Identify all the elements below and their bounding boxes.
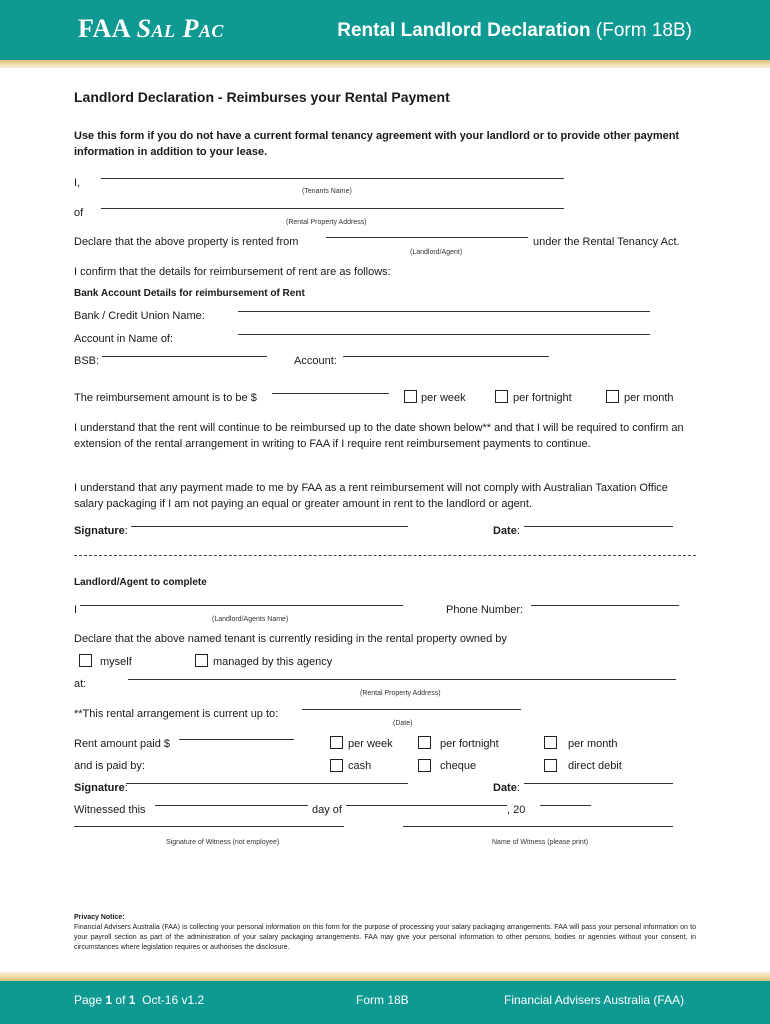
page-total: 1 <box>128 993 136 1007</box>
section-divider <box>74 555 696 556</box>
landlord-name-caption: (Landlord/Agents Name) <box>212 616 289 623</box>
document-title-form: (Form 18B) <box>595 20 692 41</box>
direct-debit-label: direct debit <box>568 760 622 772</box>
rented-from-label: Declare that the above property is rented from <box>74 236 299 248</box>
bank-name-label: Bank / Credit Union Name: <box>74 310 205 322</box>
per-week-label: per week <box>421 392 466 404</box>
myself-checkbox[interactable] <box>79 654 92 667</box>
tenant-signature-label: Signature <box>74 525 125 537</box>
landlord-signature-label: Signature <box>74 782 125 794</box>
landlord-heading: Landlord/Agent to complete <box>74 577 207 588</box>
bsb-label: BSB: <box>74 355 100 367</box>
per-month-checkbox[interactable] <box>606 390 619 403</box>
reimburse-paragraph: I understand that the rent will continue to be reimbursed up to the date shown below** and that I will be required to confirm an extension of the rental arrangement in writing to FAA if I require rent reimbursement payments to continue. <box>74 422 684 450</box>
bank-heading: Bank Account Details for reimbursement of Rent <box>74 288 305 299</box>
brand-main: FAA <box>78 14 130 43</box>
document-title-main: Rental Landlord Declaration <box>337 20 591 41</box>
tenant-name-caption: (Tenants Name) <box>302 188 352 195</box>
tenant-signature-field[interactable] <box>131 526 408 527</box>
privacy-title: Privacy Notice: <box>74 914 125 921</box>
page-of-word: of <box>115 993 126 1007</box>
witness-day-field[interactable] <box>155 805 308 806</box>
current-up-to-label: **This rental arrangement is current up to: <box>74 708 279 720</box>
agency-checkbox[interactable] <box>195 654 208 667</box>
landlord-i-label: I <box>74 604 78 616</box>
landlord-signature-field[interactable] <box>126 783 408 784</box>
footer-org-name: Financial Advisers Australia (FAA) <box>504 993 685 1007</box>
intro-text: Use this form if you do not have a current formal tenancy agreement with your landlord or to provide other payment information in addition to your lease. <box>74 130 680 158</box>
bsb-field[interactable] <box>102 356 267 357</box>
rented-from-suffix: under the Rental Tenancy Act. <box>533 236 680 248</box>
witness-month-field[interactable] <box>346 805 507 806</box>
tenant-of-label: of <box>74 207 84 219</box>
rent-amount-field[interactable] <box>179 739 294 740</box>
residing-text: Declare that the above named tenant is currently residing in the rental property owned by <box>74 633 507 645</box>
tenant-property-field[interactable] <box>101 208 564 209</box>
per-fortnight-label: per fortnight <box>513 392 572 404</box>
landlord-name-field[interactable] <box>80 605 403 606</box>
ll-per-fortnight-checkbox[interactable] <box>418 736 431 749</box>
page-indicator <box>74 993 204 1007</box>
per-week-checkbox[interactable] <box>404 390 417 403</box>
account-label: Account: <box>294 355 337 367</box>
phone-field[interactable] <box>531 605 679 606</box>
phone-label: Phone Number: <box>446 604 524 616</box>
account-name-label: Account in Name of: <box>74 333 174 345</box>
cheque-label: cheque <box>440 760 477 772</box>
landlord-property-caption: (Rental Property Address) <box>360 690 441 697</box>
footer-bar <box>0 981 770 1024</box>
year-prefix: , 20 <box>507 804 526 816</box>
day-of-label: day of <box>312 804 342 816</box>
landlord-date-field[interactable] <box>524 783 673 784</box>
ll-per-week-checkbox[interactable] <box>330 736 343 749</box>
tenant-property-caption: (Rental Property Address) <box>286 219 367 226</box>
ll-per-fortnight-label: per fortnight <box>440 738 499 750</box>
confirm-text: I confirm that the details for reimbursement of rent are as follows: <box>74 266 391 278</box>
tenant-date-field[interactable] <box>524 526 673 527</box>
landlord-caption: (Landlord/Agent) <box>410 249 463 256</box>
privacy-body: Financial Advisers Australia (FAA) is collecting your personal information on this form for the purpose of processing your salary packaging arrangements. FAA will pass your personal information on to your payroll section as part of the administration of your salary packaging arrangements. FAA may give your personal information to other persons, bodies or agencies without your consent, in circumstances where legislation requires or authorises the disclosure. <box>74 924 696 951</box>
page-word: Page <box>74 993 103 1007</box>
page-number: 1 <box>105 993 113 1007</box>
footer-gold-stripe <box>0 972 770 981</box>
landlord-date-label-wrap: Date: <box>493 782 520 794</box>
tenant-name-field[interactable] <box>101 178 564 179</box>
myself-label: myself <box>100 656 132 668</box>
per-fortnight-checkbox[interactable] <box>495 390 508 403</box>
page-heading: Landlord Declaration - Reimburses your Rental Payment <box>74 89 450 105</box>
paid-by-label: and is paid by: <box>74 760 145 772</box>
header-bar <box>0 0 770 60</box>
tenant-i-label: I, <box>74 177 81 189</box>
witness-name-field[interactable] <box>403 826 673 827</box>
landlord-property-field[interactable] <box>128 679 676 680</box>
brand-logo <box>78 14 224 44</box>
account-field[interactable] <box>343 356 549 357</box>
ll-per-week-label: per week <box>348 738 393 750</box>
witness-year-field[interactable] <box>540 805 591 806</box>
footer-form-number: Form 18B <box>356 993 409 1007</box>
cash-label: cash <box>348 760 372 772</box>
bank-name-field[interactable] <box>238 311 650 312</box>
landlord-date-label: Date <box>493 782 517 794</box>
direct-debit-checkbox[interactable] <box>544 759 557 772</box>
landlord-signature-label-wrap: Signature: <box>74 782 128 794</box>
ll-per-month-checkbox[interactable] <box>544 736 557 749</box>
current-date-caption: (Date) <box>393 720 413 727</box>
rent-amount-label: Rent amount paid $ <box>74 738 171 750</box>
amount-field[interactable] <box>272 393 389 394</box>
header-gold-stripe <box>0 60 770 68</box>
cheque-checkbox[interactable] <box>418 759 431 772</box>
tenant-date-label-wrap: Date: <box>493 525 520 537</box>
version-text: Oct-16 v1.2 <box>142 993 205 1007</box>
ato-paragraph: I understand that any payment made to me by FAA as a rent reimbursement will not comply with Australian Taxation Office salary packaging if I am not paying an equal or greater amount in rent to the landlord or agent. <box>74 482 668 510</box>
landlord-field[interactable] <box>326 237 528 238</box>
tenant-signature-label-wrap: Signature: <box>74 525 128 537</box>
witness-signature-field[interactable] <box>74 826 344 827</box>
witness-name-caption: Name of Witness (please print) <box>492 839 589 846</box>
per-month-label: per month <box>624 392 674 404</box>
cash-checkbox[interactable] <box>330 759 343 772</box>
tenant-date-label: Date <box>493 525 517 537</box>
agency-label: managed by this agency <box>213 656 333 668</box>
brand-sub: Sal Pac <box>136 14 224 43</box>
current-date-field[interactable] <box>302 709 521 710</box>
witnessed-label: Witnessed this <box>74 804 146 816</box>
account-name-field[interactable] <box>238 334 650 335</box>
privacy-notice <box>74 913 696 953</box>
at-label: at: <box>74 678 87 690</box>
ll-per-month-label: per month <box>568 738 618 750</box>
document-title <box>337 20 692 42</box>
witness-signature-caption: Signature of Witness (not employee) <box>166 839 280 846</box>
amount-label: The reimbursement amount is to be $ <box>74 392 257 404</box>
